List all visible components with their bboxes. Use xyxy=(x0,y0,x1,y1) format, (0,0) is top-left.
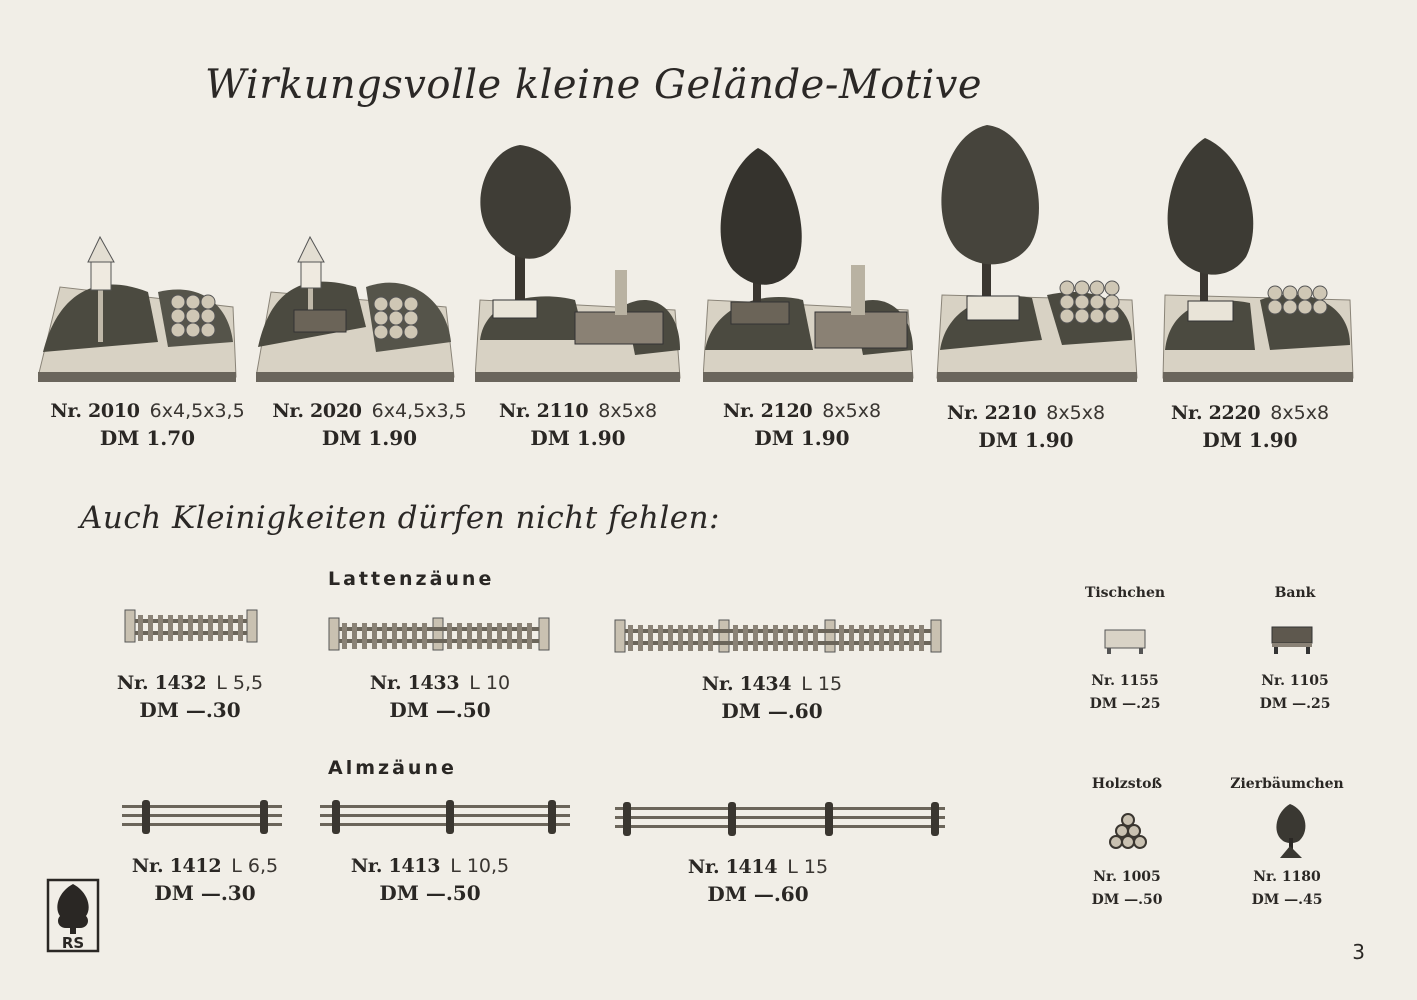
item-price: DM —.25 xyxy=(1089,696,1161,712)
small-item-name-tischchen: Tischchen xyxy=(1084,585,1166,601)
item-dimensions: L 5,5 xyxy=(216,672,264,694)
item-dimensions: L 10 xyxy=(469,672,511,694)
item-dimensions: 6x4,5x3,5 xyxy=(371,400,467,422)
logo-text: RS xyxy=(61,934,85,952)
item-price: DM —.60 xyxy=(721,699,823,723)
item-price: DM —.25 xyxy=(1259,696,1331,712)
fence-caption-1434 xyxy=(682,673,862,723)
item-number: Nr. 1413 xyxy=(350,855,441,877)
woodpile-image xyxy=(1104,812,1150,852)
item-dimensions: L 15 xyxy=(787,856,829,878)
fence-image-1413 xyxy=(318,798,573,836)
small-item-caption-1105 xyxy=(1220,670,1370,716)
section-subtitle: Auch Kleinigkeiten dürfen nicht fehlen: xyxy=(80,500,720,536)
item-number: Nr. 1412 xyxy=(131,855,222,877)
fence-image-1434 xyxy=(613,617,946,657)
page-title: Wirkungsvolle kleine Gelände-Motive xyxy=(205,62,983,108)
item-number: Nr. 1432 xyxy=(116,672,207,694)
small-item-name-holzstoss: Holzstoß xyxy=(1091,776,1163,792)
item-number: Nr. 2220 xyxy=(1170,402,1261,424)
scene-image-2110 xyxy=(475,140,685,385)
item-price: DM 1.70 xyxy=(99,426,196,450)
item-number: Nr. 1180 xyxy=(1253,869,1321,885)
section-heading-lattenzaeune: Lattenzäune xyxy=(328,568,495,590)
fence-image-1432 xyxy=(122,607,262,647)
item-dimensions: 8x5x8 xyxy=(1270,402,1330,424)
small-item-caption-1180 xyxy=(1212,866,1362,912)
scene-image-2020 xyxy=(256,232,456,384)
item-number: Nr. 2020 xyxy=(272,400,362,422)
scene-image-2220 xyxy=(1160,135,1355,385)
page-number: 3 xyxy=(1352,940,1365,964)
item-dimensions: L 10,5 xyxy=(450,855,510,877)
fence-caption-1412 xyxy=(115,855,295,905)
fence-caption-1432 xyxy=(100,672,280,722)
item-price: DM —.30 xyxy=(154,881,256,905)
item-price: DM —.60 xyxy=(707,882,809,906)
scene-caption-2220 xyxy=(1160,402,1340,452)
item-number: Nr. 2010 xyxy=(50,400,140,422)
item-dimensions: L 6,5 xyxy=(231,855,279,877)
item-price: DM —.50 xyxy=(1091,892,1163,908)
item-dimensions: L 15 xyxy=(801,673,843,695)
bench-image xyxy=(1270,624,1314,656)
item-price: DM 1.90 xyxy=(978,428,1074,452)
item-price: DM —.50 xyxy=(389,698,491,722)
item-number: Nr. 1005 xyxy=(1093,869,1161,885)
item-price: DM 1.90 xyxy=(530,426,626,450)
brand-logo xyxy=(46,878,100,957)
item-price: DM 1.90 xyxy=(1202,428,1298,452)
item-number: Nr. 1414 xyxy=(687,856,778,878)
fence-caption-1414 xyxy=(668,856,848,906)
fence-image-1433 xyxy=(327,615,552,655)
section-heading-almzaeune: Almzäune xyxy=(328,757,457,779)
item-dimensions: 6x4,5x3,5 xyxy=(149,400,245,422)
fence-image-1412 xyxy=(120,798,285,836)
item-number: Nr. 2210 xyxy=(946,402,1037,424)
item-price: DM —.50 xyxy=(379,881,481,905)
item-number: Nr. 1155 xyxy=(1091,673,1159,689)
scene-caption-2110 xyxy=(488,400,668,450)
item-number: Nr. 2120 xyxy=(722,400,813,422)
item-number: Nr. 2110 xyxy=(498,400,589,422)
item-number: Nr. 1433 xyxy=(369,672,460,694)
scene-image-2120 xyxy=(703,140,918,385)
item-price: DM —.30 xyxy=(139,698,241,722)
scene-caption-2020 xyxy=(267,400,472,450)
small-item-name-bank: Bank xyxy=(1274,585,1316,601)
table-image xyxy=(1103,627,1147,657)
item-price: DM 1.90 xyxy=(754,426,850,450)
item-dimensions: 8x5x8 xyxy=(822,400,882,422)
item-number: Nr. 1105 xyxy=(1261,673,1329,689)
item-number: Nr. 1434 xyxy=(701,673,792,695)
item-price: DM —.45 xyxy=(1251,892,1323,908)
small-item-caption-1005 xyxy=(1052,866,1202,912)
item-price: DM 1.90 xyxy=(321,426,418,450)
small-tree-image xyxy=(1270,802,1312,860)
small-item-caption-1155 xyxy=(1050,670,1200,716)
scene-image-2010 xyxy=(38,232,238,384)
fence-caption-1413 xyxy=(340,855,520,905)
scene-caption-2120 xyxy=(712,400,892,450)
scene-caption-2010 xyxy=(45,400,250,450)
fence-image-1414 xyxy=(613,800,948,838)
scene-caption-2210 xyxy=(936,402,1116,452)
scene-image-2210 xyxy=(932,120,1142,385)
item-dimensions: 8x5x8 xyxy=(598,400,658,422)
small-item-name-zierbaeumchen: Zierbäumchen xyxy=(1230,776,1344,792)
item-dimensions: 8x5x8 xyxy=(1046,402,1106,424)
fence-caption-1433 xyxy=(350,672,530,722)
